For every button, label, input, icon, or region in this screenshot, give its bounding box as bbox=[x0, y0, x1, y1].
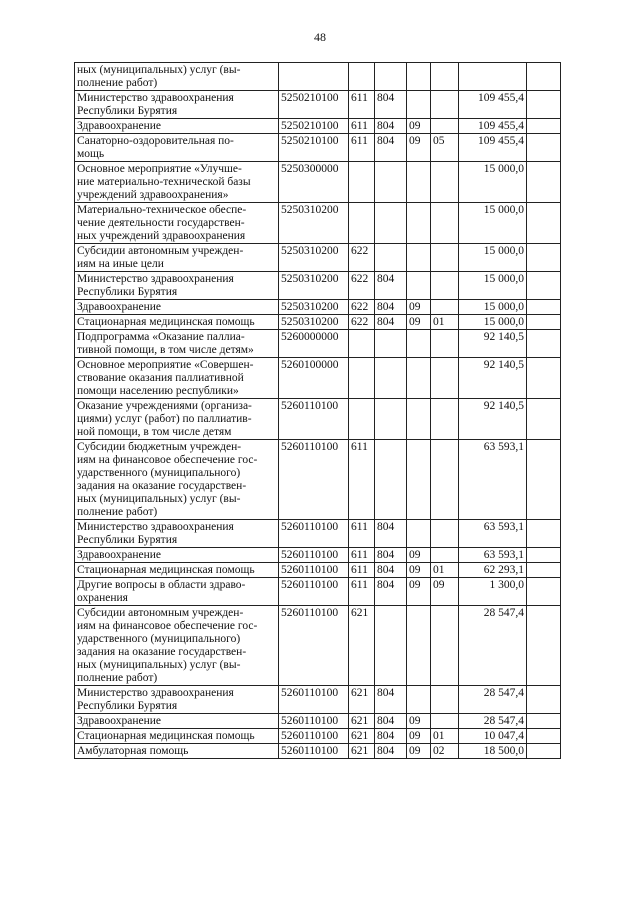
empty-extra-cell bbox=[527, 358, 561, 399]
target-code-cell: 5250210100 bbox=[279, 134, 349, 162]
empty-extra-cell bbox=[527, 714, 561, 729]
subsection-code-cell bbox=[431, 91, 459, 119]
amount-cell: 109 455,4 bbox=[459, 91, 527, 119]
subsection-code-cell bbox=[431, 162, 459, 203]
section-code-cell bbox=[407, 399, 431, 440]
table-row bbox=[75, 63, 561, 91]
section-code-cell bbox=[407, 330, 431, 358]
expense-type-cell bbox=[349, 358, 375, 399]
amount-cell: 1 300,0 bbox=[459, 578, 527, 606]
expense-type-cell: 622 bbox=[349, 300, 375, 315]
amount-cell: 63 593,1 bbox=[459, 548, 527, 563]
subsection-code-cell: 02 bbox=[431, 744, 459, 759]
section-code-cell: 09 bbox=[407, 300, 431, 315]
section-code-cell bbox=[407, 606, 431, 686]
subsection-code-cell bbox=[431, 63, 459, 91]
row-name-cell: Стационарная медицинская помощь bbox=[75, 315, 279, 330]
row-name-cell: Субсидии бюджетным учрежден- иям на финансовое обеспечение гос- ударственного (муниципального) задания на оказание государствен- ных (муниципальных) услуг (вы- полнение работ) bbox=[75, 440, 279, 520]
administrator-code-cell: 804 bbox=[375, 91, 407, 119]
expense-type-cell: 611 bbox=[349, 91, 375, 119]
table-row bbox=[75, 714, 561, 729]
table-row bbox=[75, 272, 561, 300]
empty-extra-cell bbox=[527, 300, 561, 315]
target-code-cell: 5250310200 bbox=[279, 244, 349, 272]
table-row bbox=[75, 162, 561, 203]
section-code-cell: 09 bbox=[407, 119, 431, 134]
amount-cell: 15 000,0 bbox=[459, 272, 527, 300]
table-row bbox=[75, 244, 561, 272]
empty-extra-cell bbox=[527, 399, 561, 440]
administrator-code-cell: 804 bbox=[375, 134, 407, 162]
section-code-cell bbox=[407, 686, 431, 714]
administrator-code-cell: 804 bbox=[375, 714, 407, 729]
expense-type-cell: 621 bbox=[349, 686, 375, 714]
target-code-cell: 5260110100 bbox=[279, 520, 349, 548]
empty-extra-cell bbox=[527, 606, 561, 686]
amount-cell: 28 547,4 bbox=[459, 606, 527, 686]
target-code-cell: 5260110100 bbox=[279, 606, 349, 686]
administrator-code-cell: 804 bbox=[375, 119, 407, 134]
empty-extra-cell bbox=[527, 578, 561, 606]
administrator-code-cell: 804 bbox=[375, 272, 407, 300]
empty-extra-cell bbox=[527, 134, 561, 162]
row-name-cell: ных (муниципальных) услуг (вы- полнение работ) bbox=[75, 63, 279, 91]
row-name-cell: Министерство здравоохранения Республики Бурятия bbox=[75, 272, 279, 300]
administrator-code-cell bbox=[375, 203, 407, 244]
expense-type-cell bbox=[349, 399, 375, 440]
table-row bbox=[75, 134, 561, 162]
subsection-code-cell bbox=[431, 244, 459, 272]
target-code-cell bbox=[279, 63, 349, 91]
empty-extra-cell bbox=[527, 744, 561, 759]
table-row bbox=[75, 563, 561, 578]
section-code-cell bbox=[407, 520, 431, 548]
amount-cell bbox=[459, 63, 527, 91]
row-name-cell: Другие вопросы в области здраво- охранения bbox=[75, 578, 279, 606]
section-code-cell bbox=[407, 162, 431, 203]
expense-type-cell: 611 bbox=[349, 578, 375, 606]
subsection-code-cell bbox=[431, 399, 459, 440]
amount-cell: 92 140,5 bbox=[459, 399, 527, 440]
target-code-cell: 5250310200 bbox=[279, 300, 349, 315]
amount-cell: 15 000,0 bbox=[459, 300, 527, 315]
expense-type-cell: 622 bbox=[349, 315, 375, 330]
table-row bbox=[75, 358, 561, 399]
table-row bbox=[75, 744, 561, 759]
expense-type-cell bbox=[349, 330, 375, 358]
amount-cell: 15 000,0 bbox=[459, 244, 527, 272]
subsection-code-cell bbox=[431, 714, 459, 729]
amount-cell: 63 593,1 bbox=[459, 520, 527, 548]
section-code-cell bbox=[407, 203, 431, 244]
row-name-cell: Субсидии автономным учрежден- иям на финансовое обеспечение гос- ударственного (муниципального) задания на оказание государствен- ных (муниципальных) услуг (вы- полнение работ) bbox=[75, 606, 279, 686]
subsection-code-cell bbox=[431, 686, 459, 714]
administrator-code-cell: 804 bbox=[375, 315, 407, 330]
table-row bbox=[75, 440, 561, 520]
section-code-cell: 09 bbox=[407, 729, 431, 744]
section-code-cell: 09 bbox=[407, 578, 431, 606]
row-name-cell: Стационарная медицинская помощь bbox=[75, 729, 279, 744]
administrator-code-cell bbox=[375, 399, 407, 440]
section-code-cell: 09 bbox=[407, 134, 431, 162]
empty-extra-cell bbox=[527, 520, 561, 548]
empty-extra-cell bbox=[527, 119, 561, 134]
administrator-code-cell: 804 bbox=[375, 744, 407, 759]
amount-cell: 15 000,0 bbox=[459, 162, 527, 203]
row-name-cell: Здравоохранение bbox=[75, 714, 279, 729]
target-code-cell: 5260110100 bbox=[279, 686, 349, 714]
subsection-code-cell bbox=[431, 520, 459, 548]
subsection-code-cell: 01 bbox=[431, 729, 459, 744]
subsection-code-cell bbox=[431, 606, 459, 686]
row-name-cell: Министерство здравоохранения Республики Бурятия bbox=[75, 520, 279, 548]
row-name-cell: Основное мероприятие «Улучше- ние материально-технической базы учреждений здравоохранения» bbox=[75, 162, 279, 203]
table-row bbox=[75, 91, 561, 119]
table-row bbox=[75, 300, 561, 315]
subsection-code-cell: 01 bbox=[431, 315, 459, 330]
section-code-cell: 09 bbox=[407, 744, 431, 759]
target-code-cell: 5250310200 bbox=[279, 315, 349, 330]
expense-type-cell: 622 bbox=[349, 244, 375, 272]
row-name-cell: Здравоохранение bbox=[75, 119, 279, 134]
expense-type-cell: 611 bbox=[349, 548, 375, 563]
section-code-cell: 09 bbox=[407, 563, 431, 578]
row-name-cell: Оказание учреждениями (организа- циями) услуг (работ) по паллиатив- ной помощи, в том числе детям bbox=[75, 399, 279, 440]
target-code-cell: 5260110100 bbox=[279, 399, 349, 440]
row-name-cell: Министерство здравоохранения Республики Бурятия bbox=[75, 91, 279, 119]
subsection-code-cell bbox=[431, 300, 459, 315]
amount-cell: 92 140,5 bbox=[459, 330, 527, 358]
section-code-cell: 09 bbox=[407, 315, 431, 330]
administrator-code-cell: 804 bbox=[375, 300, 407, 315]
administrator-code-cell: 804 bbox=[375, 729, 407, 744]
expense-type-cell: 622 bbox=[349, 272, 375, 300]
table-row bbox=[75, 606, 561, 686]
table-row bbox=[75, 686, 561, 714]
expense-type-cell bbox=[349, 203, 375, 244]
table-row bbox=[75, 203, 561, 244]
section-code-cell: 09 bbox=[407, 548, 431, 563]
expense-type-cell: 621 bbox=[349, 714, 375, 729]
subsection-code-cell bbox=[431, 358, 459, 399]
empty-extra-cell bbox=[527, 548, 561, 563]
administrator-code-cell bbox=[375, 63, 407, 91]
row-name-cell: Подпрограмма «Оказание паллиа- тивной помощи, в том числе детям» bbox=[75, 330, 279, 358]
administrator-code-cell: 804 bbox=[375, 686, 407, 714]
row-name-cell: Министерство здравоохранения Республики Бурятия bbox=[75, 686, 279, 714]
expense-type-cell bbox=[349, 63, 375, 91]
amount-cell: 28 547,4 bbox=[459, 686, 527, 714]
empty-extra-cell bbox=[527, 330, 561, 358]
administrator-code-cell bbox=[375, 358, 407, 399]
administrator-code-cell: 804 bbox=[375, 548, 407, 563]
expense-type-cell: 611 bbox=[349, 119, 375, 134]
table-body bbox=[75, 63, 561, 759]
expense-type-cell: 621 bbox=[349, 729, 375, 744]
empty-extra-cell bbox=[527, 686, 561, 714]
subsection-code-cell: 05 bbox=[431, 134, 459, 162]
target-code-cell: 5260110100 bbox=[279, 440, 349, 520]
target-code-cell: 5260110100 bbox=[279, 548, 349, 563]
section-code-cell bbox=[407, 440, 431, 520]
section-code-cell: 09 bbox=[407, 714, 431, 729]
administrator-code-cell: 804 bbox=[375, 520, 407, 548]
table-row bbox=[75, 399, 561, 440]
administrator-code-cell bbox=[375, 606, 407, 686]
page-number: 48 bbox=[314, 30, 326, 44]
empty-extra-cell bbox=[527, 162, 561, 203]
amount-cell: 109 455,4 bbox=[459, 119, 527, 134]
target-code-cell: 5250310200 bbox=[279, 203, 349, 244]
section-code-cell bbox=[407, 358, 431, 399]
row-name-cell: Здравоохранение bbox=[75, 300, 279, 315]
empty-extra-cell bbox=[527, 315, 561, 330]
target-code-cell: 5260110100 bbox=[279, 578, 349, 606]
target-code-cell: 5250210100 bbox=[279, 119, 349, 134]
row-name-cell: Здравоохранение bbox=[75, 548, 279, 563]
target-code-cell: 5260110100 bbox=[279, 744, 349, 759]
table-row bbox=[75, 548, 561, 563]
administrator-code-cell bbox=[375, 244, 407, 272]
empty-extra-cell bbox=[527, 729, 561, 744]
target-code-cell: 5260000000 bbox=[279, 330, 349, 358]
amount-cell: 62 293,1 bbox=[459, 563, 527, 578]
expense-type-cell: 621 bbox=[349, 744, 375, 759]
subsection-code-cell bbox=[431, 203, 459, 244]
administrator-code-cell: 804 bbox=[375, 578, 407, 606]
subsection-code-cell bbox=[431, 548, 459, 563]
row-name-cell: Санаторно-оздоровительная по- мощь bbox=[75, 134, 279, 162]
empty-extra-cell bbox=[527, 244, 561, 272]
row-name-cell: Стационарная медицинская помощь bbox=[75, 563, 279, 578]
administrator-code-cell bbox=[375, 162, 407, 203]
amount-cell: 92 140,5 bbox=[459, 358, 527, 399]
target-code-cell: 5260110100 bbox=[279, 714, 349, 729]
table-row bbox=[75, 729, 561, 744]
expense-type-cell: 611 bbox=[349, 520, 375, 548]
amount-cell: 63 593,1 bbox=[459, 440, 527, 520]
table-row bbox=[75, 330, 561, 358]
row-name-cell: Материально-техническое обеспе- чение деятельности государствен- ных учреждений здравоохранения bbox=[75, 203, 279, 244]
table-row bbox=[75, 578, 561, 606]
empty-extra-cell bbox=[527, 63, 561, 91]
amount-cell: 28 547,4 bbox=[459, 714, 527, 729]
target-code-cell: 5260100000 bbox=[279, 358, 349, 399]
section-code-cell bbox=[407, 272, 431, 300]
target-code-cell: 5260110100 bbox=[279, 729, 349, 744]
subsection-code-cell bbox=[431, 440, 459, 520]
row-name-cell: Субсидии автономным учрежден- иям на иные цели bbox=[75, 244, 279, 272]
target-code-cell: 5250300000 bbox=[279, 162, 349, 203]
administrator-code-cell: 804 bbox=[375, 563, 407, 578]
budget-table bbox=[74, 62, 561, 759]
administrator-code-cell bbox=[375, 440, 407, 520]
empty-extra-cell bbox=[527, 272, 561, 300]
expense-type-cell: 611 bbox=[349, 440, 375, 520]
subsection-code-cell bbox=[431, 272, 459, 300]
empty-extra-cell bbox=[527, 563, 561, 578]
subsection-code-cell bbox=[431, 330, 459, 358]
subsection-code-cell: 01 bbox=[431, 563, 459, 578]
table-row bbox=[75, 520, 561, 548]
row-name-cell: Амбулаторная помощь bbox=[75, 744, 279, 759]
target-code-cell: 5250310200 bbox=[279, 272, 349, 300]
table-row bbox=[75, 315, 561, 330]
target-code-cell: 5260110100 bbox=[279, 563, 349, 578]
table-row bbox=[75, 119, 561, 134]
subsection-code-cell: 09 bbox=[431, 578, 459, 606]
expense-type-cell: 621 bbox=[349, 606, 375, 686]
administrator-code-cell bbox=[375, 330, 407, 358]
amount-cell: 109 455,4 bbox=[459, 134, 527, 162]
empty-extra-cell bbox=[527, 440, 561, 520]
empty-extra-cell bbox=[527, 91, 561, 119]
section-code-cell bbox=[407, 91, 431, 119]
row-name-cell: Основное мероприятие «Совершен- ствование оказания паллиативной помощи населению республики» bbox=[75, 358, 279, 399]
amount-cell: 15 000,0 bbox=[459, 315, 527, 330]
empty-extra-cell bbox=[527, 203, 561, 244]
amount-cell: 18 500,0 bbox=[459, 744, 527, 759]
subsection-code-cell bbox=[431, 119, 459, 134]
target-code-cell: 5250210100 bbox=[279, 91, 349, 119]
expense-type-cell: 611 bbox=[349, 563, 375, 578]
expense-type-cell: 611 bbox=[349, 134, 375, 162]
section-code-cell bbox=[407, 63, 431, 91]
amount-cell: 15 000,0 bbox=[459, 203, 527, 244]
amount-cell: 10 047,4 bbox=[459, 729, 527, 744]
section-code-cell bbox=[407, 244, 431, 272]
expense-type-cell bbox=[349, 162, 375, 203]
